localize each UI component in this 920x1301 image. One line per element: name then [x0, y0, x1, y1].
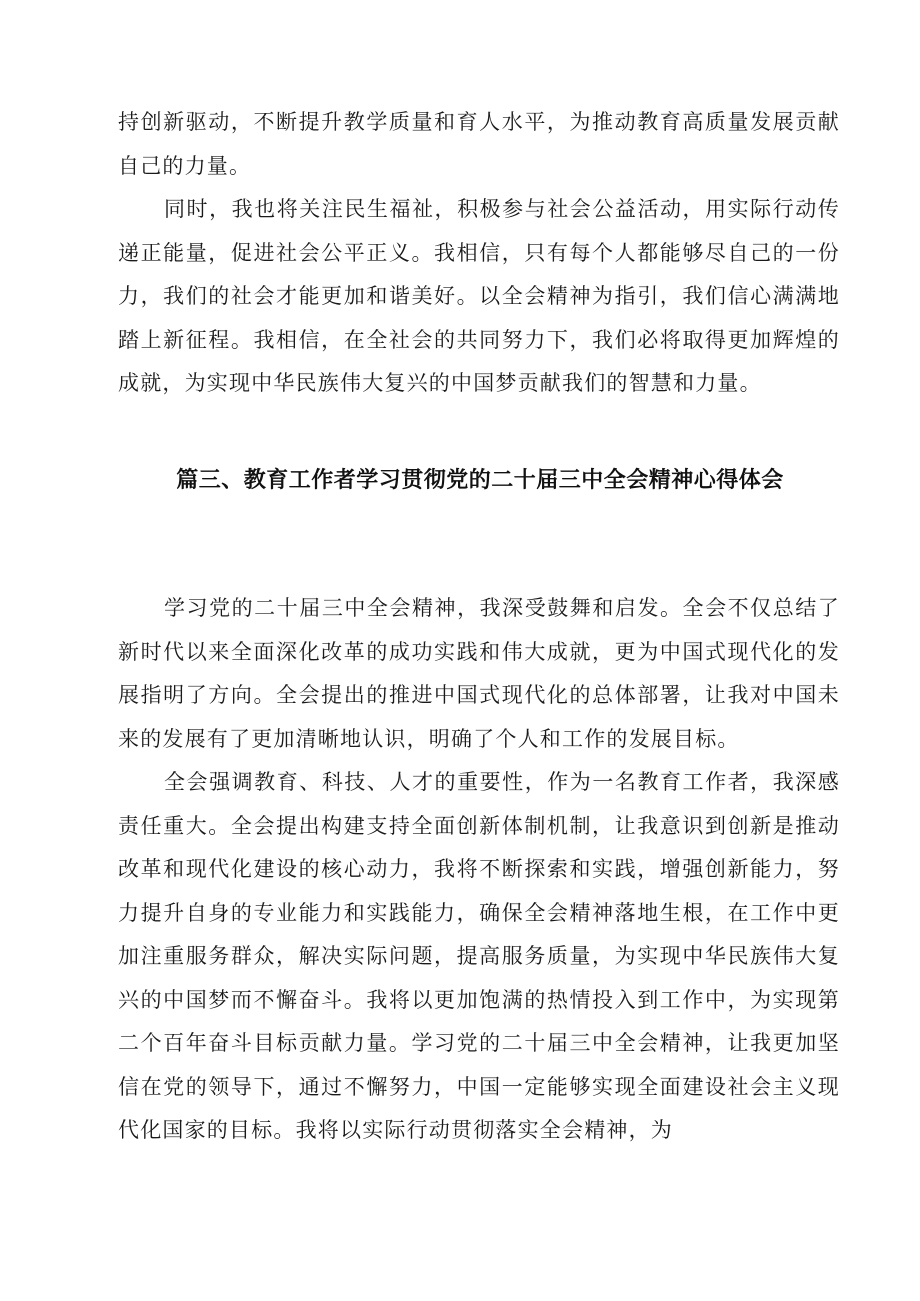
paragraph-study-spirit: 学习党的二十届三中全会精神，我深受鼓舞和启发。全会不仅总结了新时代以来全面深化改革的成功实践和伟大成就，更为中国式现代化的发展指明了方向。全会提出的推进中国式现代化的总体部署，让我对中国未来的发展有了更加清晰地认识，明确了个人和工作的发展目标。 [118, 596, 840, 751]
paragraph-social-welfare: 同时，我也将关注民生福祉，积极参与社会公益活动，用实际行动传递正能量，促进社会公平正义。我相信，只有每个人都能够尽自己的一份力，我们的社会才能更加和谐美好。以全会精神为指引，我们信心满满地踏上新征程。我相信，在全社会的共同努力下，我们必将取得更加辉煌的成就，为实现中华民族伟大复兴的中国梦贡献我们的智慧和力量。 [118, 197, 840, 395]
paragraph-education-innovation: 全会强调教育、科技、人才的重要性，作为一名教育工作者，我深感责任重大。全会提出构建支持全面创新体制机制，让我意识到创新是推动改革和现代化建设的核心动力，我将不断探索和实践，增强创新能力，努力提升自身的专业能力和实践能力，确保全会精神落地生根，在工作中更加注重服务群众，解决实际问题，提高服务质量，为实现中华民族伟大复兴的中国梦而不懈奋斗。我将以更加饱满的热情投入到工作中，为实现第二个百年奋斗目标贡献力量。学习党的二十届三中全会精神，让我更加坚信在党的领导下，通过不懈努力，中国一定能够实现全面建设社会主义现代化国家的目标。我将以实际行动贯彻落实全会精神，为 [118, 770, 840, 1142]
paragraph-continuation: 持创新驱动，不断提升教学质量和育人水平，为推动教育高质量发展贡献自己的力量。 [118, 110, 840, 178]
section-heading: 篇三、教育工作者学习贯彻党的二十届三中全会精神心得体会 [176, 468, 784, 493]
